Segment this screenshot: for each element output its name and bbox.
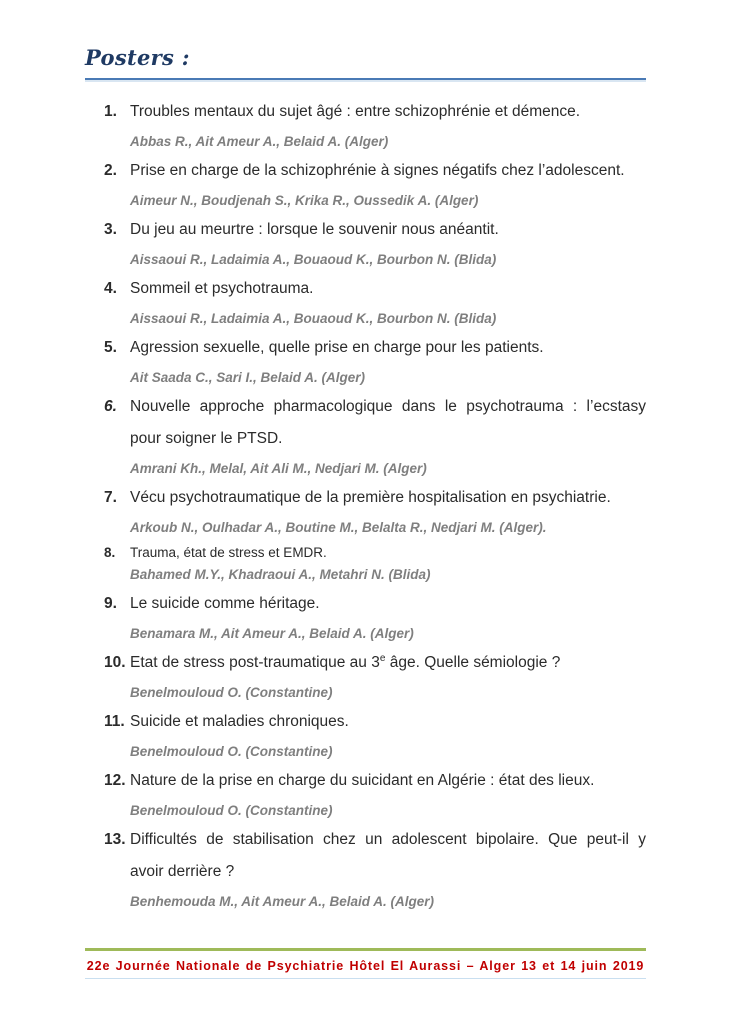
item-authors: Aissaoui R., Ladaimia A., Bouaoud K., Bourbon N. (Blida) bbox=[130, 311, 497, 326]
item-authors: Amrani Kh., Melal, Ait Ali M., Nedjari M. (Alger) bbox=[130, 461, 427, 476]
item-authors: Benhemouda M., Ait Ameur A., Belaid A. (Alger) bbox=[130, 894, 435, 909]
item-authors: Arkoub N., Oulhadar A., Boutine M., Belalta R., Nedjari M. (Alger). bbox=[130, 520, 547, 535]
list-item bbox=[104, 765, 646, 821]
list-item bbox=[104, 588, 646, 644]
item-title-line: Du jeu au meurtre : lorsque le souvenir nous anéantit. bbox=[130, 221, 499, 238]
item-authors: Aimeur N., Boudjenah S., Krika R., Oussedik A. (Alger) bbox=[130, 193, 479, 208]
item-number: 7. bbox=[104, 489, 117, 506]
page-footer bbox=[85, 948, 646, 979]
item-number: 9. bbox=[104, 595, 117, 612]
item-title-line: Prise en charge de la schizophrénie à signes négatifs chez l’adolescent. bbox=[130, 162, 625, 179]
item-authors: Benelmouloud O. (Constantine) bbox=[130, 803, 333, 818]
list-item bbox=[104, 155, 646, 211]
footer-top-rule bbox=[85, 948, 646, 951]
list-item bbox=[104, 214, 646, 270]
poster-list bbox=[104, 96, 646, 915]
item-authors: Abbas R., Ait Ameur A., Belaid A. (Alger) bbox=[130, 134, 389, 149]
item-number: 4. bbox=[104, 280, 117, 297]
item-title-line: Difficultés de stabilisation chez un adolescent bipolaire. Que peut-il y bbox=[130, 831, 646, 848]
item-number: 11. bbox=[104, 713, 125, 730]
page-title: Posters : bbox=[85, 45, 190, 70]
item-number: 13. bbox=[104, 831, 126, 848]
list-item bbox=[104, 482, 646, 538]
list-item bbox=[104, 332, 646, 388]
item-title-line: Troubles mentaux du sujet âgé : entre schizophrénie et démence. bbox=[130, 103, 581, 120]
item-number: 10. bbox=[104, 654, 126, 671]
item-number: 5. bbox=[104, 339, 117, 356]
item-number: 3. bbox=[104, 221, 117, 238]
item-title-line: Agression sexuelle, quelle prise en charge pour les patients. bbox=[130, 339, 544, 356]
list-item bbox=[104, 96, 646, 152]
item-title-line: avoir derrière ? bbox=[130, 863, 235, 880]
item-authors: Benelmouloud O. (Constantine) bbox=[130, 744, 333, 759]
item-authors: Bahamed M.Y., Khadraoui A., Metahri N. (Blida) bbox=[130, 567, 431, 582]
item-title-line: Etat de stress post-traumatique au 3e âge. Quelle sémiologie ? bbox=[130, 652, 561, 671]
item-title-line: Le suicide comme héritage. bbox=[130, 595, 320, 612]
footer-bottom-rule bbox=[85, 978, 646, 979]
item-title-line: Suicide et maladies chroniques. bbox=[130, 713, 349, 730]
item-number: 6. bbox=[104, 398, 117, 415]
list-item bbox=[104, 391, 646, 479]
item-authors: Ait Saada C., Sari I., Belaid A. (Alger) bbox=[130, 370, 366, 385]
list-item bbox=[104, 706, 646, 762]
item-title-line: Trauma, état de stress et EMDR. bbox=[130, 545, 327, 560]
list-item bbox=[104, 824, 646, 912]
item-title-line: Nature de la prise en charge du suicidant en Algérie : état des lieux. bbox=[130, 772, 595, 789]
item-number: 1. bbox=[104, 103, 117, 120]
footer-text: 22e Journée Nationale de Psychiatrie Hôtel El Aurassi – Alger 13 et 14 juin 2019 bbox=[86, 959, 645, 973]
item-number: 2. bbox=[104, 162, 117, 179]
item-authors: Aissaoui R., Ladaimia A., Bouaoud K., Bourbon N. (Blida) bbox=[130, 252, 497, 267]
list-item bbox=[104, 541, 646, 585]
item-authors: Benelmouloud O. (Constantine) bbox=[130, 685, 333, 700]
item-authors: Benamara M., Ait Ameur A., Belaid A. (Alger) bbox=[130, 626, 414, 641]
item-number: 8. bbox=[104, 545, 116, 560]
item-title-line: pour soigner le PTSD. bbox=[130, 430, 283, 447]
list-item bbox=[104, 273, 646, 329]
item-title-line: Nouvelle approche pharmacologique dans le psychotrauma : l’ecstasy bbox=[130, 398, 646, 415]
list-item bbox=[104, 647, 646, 703]
item-title-line: Vécu psychotraumatique de la première hospitalisation en psychiatrie. bbox=[130, 489, 611, 506]
title-underline bbox=[85, 78, 646, 82]
item-number: 12. bbox=[104, 772, 126, 789]
item-title-line: Sommeil et psychotrauma. bbox=[130, 280, 314, 297]
